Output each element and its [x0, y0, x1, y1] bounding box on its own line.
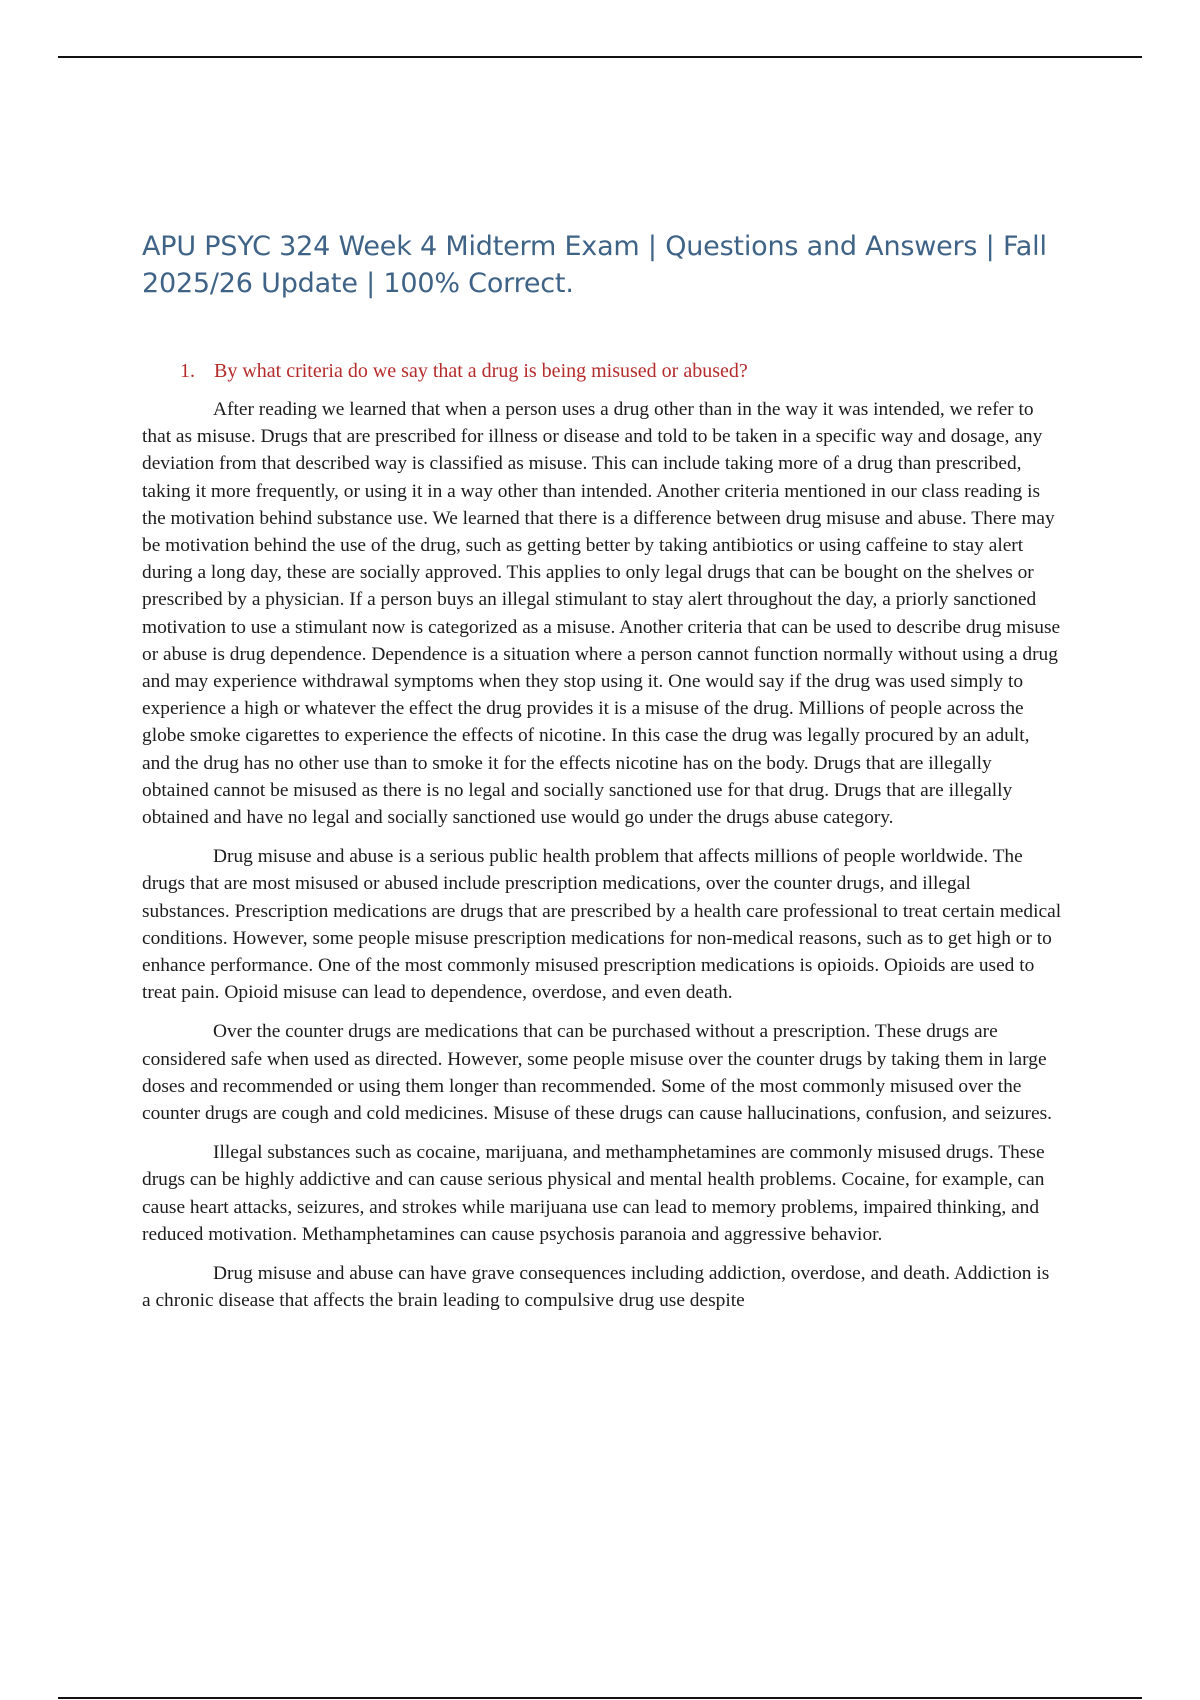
header-rule [58, 56, 1142, 58]
answer-text [142, 396, 1062, 1315]
question-list [180, 358, 1062, 384]
question-item [180, 358, 1062, 384]
question-text: By what criteria do we say that a drug is being misused or abused? [214, 360, 748, 382]
answer-paragraph-3: Over the counter drugs are medications that can be purchased without a prescription. These drugs are considered safe when used as directed. However, some people misuse over the counter drugs by taking them in large doses and recommended or using them longer than recommended. Some of the most commonly misused over the counter drugs are cough and cold medicines. Misuse of these drugs can cause hallucinations, confusion, and seizures. [142, 1021, 1053, 1125]
answer-paragraph-5: Drug misuse and abuse can have grave consequences including addiction, overdose, and death. Addiction is a chronic disease that affects the brain leading to compulsive drug use despite [142, 1263, 1050, 1312]
document-body [142, 228, 1062, 1327]
answer-paragraph-4: Illegal substances such as cocaine, marijuana, and methamphetamines are commonly misused drugs. These drugs can be highly addictive and can cause serious physical and mental health problems. Cocaine, for example, can cause heart attacks, seizures, and strokes while marijuana use can lead to memory problems, impaired thinking, and reduced motivation. Methamphetamines can cause psychosis paranoia and aggressive behavior. [142, 1142, 1045, 1245]
answer-paragraph-1: After reading we learned that when a person uses a drug other than in the way it was intended, we refer to that as misuse. Drugs that are prescribed for illness or disease and told to be taken in a specific way and dosage, any deviation from that described way is classified as misuse. This can include taking more of a drug than prescribed, taking it more frequently, or using it in a way other than intended. Another criteria mentioned in our class reading is the motivation behind substance use. We learned that there is a difference between drug misuse and abuse. There may be motivation behind the use of the drug, such as getting better by taking antibiotics or using caffeine to stay alert during a long day, these are socially approved. This applies to only legal drugs that can be bought on the shelves or prescribed by a physician. If a person buys an illegal stimulant to stay alert throughout the day, a priorly sanctioned motivation to use a stimulant now is categorized as a misuse. Another criteria that can be used to describe drug misuse or abuse is drug dependence. Dependence is a situation where a person cannot function normally without using a drug and may experience withdrawal symptoms when they stop using it. One would say if the drug was used simply to experience a high or whatever the effect the drug provides it is a misuse of the drug. Millions of people across the globe smoke cigarettes to experience the effects of nicotine. In this case the drug was legally procured by an adult, and the drug has no other use than to smoke it for the effects nicotine has on the body. Drugs that are illegally obtained cannot be misused as there is no legal and socially sanctioned use for that drug. Drugs that are illegally obtained and have no legal and socially sanctioned use would go under the drugs abuse category. [142, 399, 1061, 829]
footer-rule [58, 1697, 1142, 1699]
answer-paragraph-2: Drug misuse and abuse is a serious public health problem that affects millions of people worldwide. The drugs that are most misused or abused include prescription medications, over the counter drugs, and illegal substances. Prescription medications are drugs that are prescribed by a health care professional to treat certain medical conditions. However, some people misuse prescription medications for non-medical reasons, such as to get high or to enhance performance. One of the most commonly misused prescription medications is opioids. Opioids are used to treat pain. Opioid misuse can lead to dependence, overdose, and even death. [142, 846, 1062, 1004]
document-title: APU PSYC 324 Week 4 Midterm Exam | Questions and Answers | Fall 2025/26 Update | 100% Correct. [142, 231, 1047, 299]
question-number: 1. [180, 360, 195, 382]
